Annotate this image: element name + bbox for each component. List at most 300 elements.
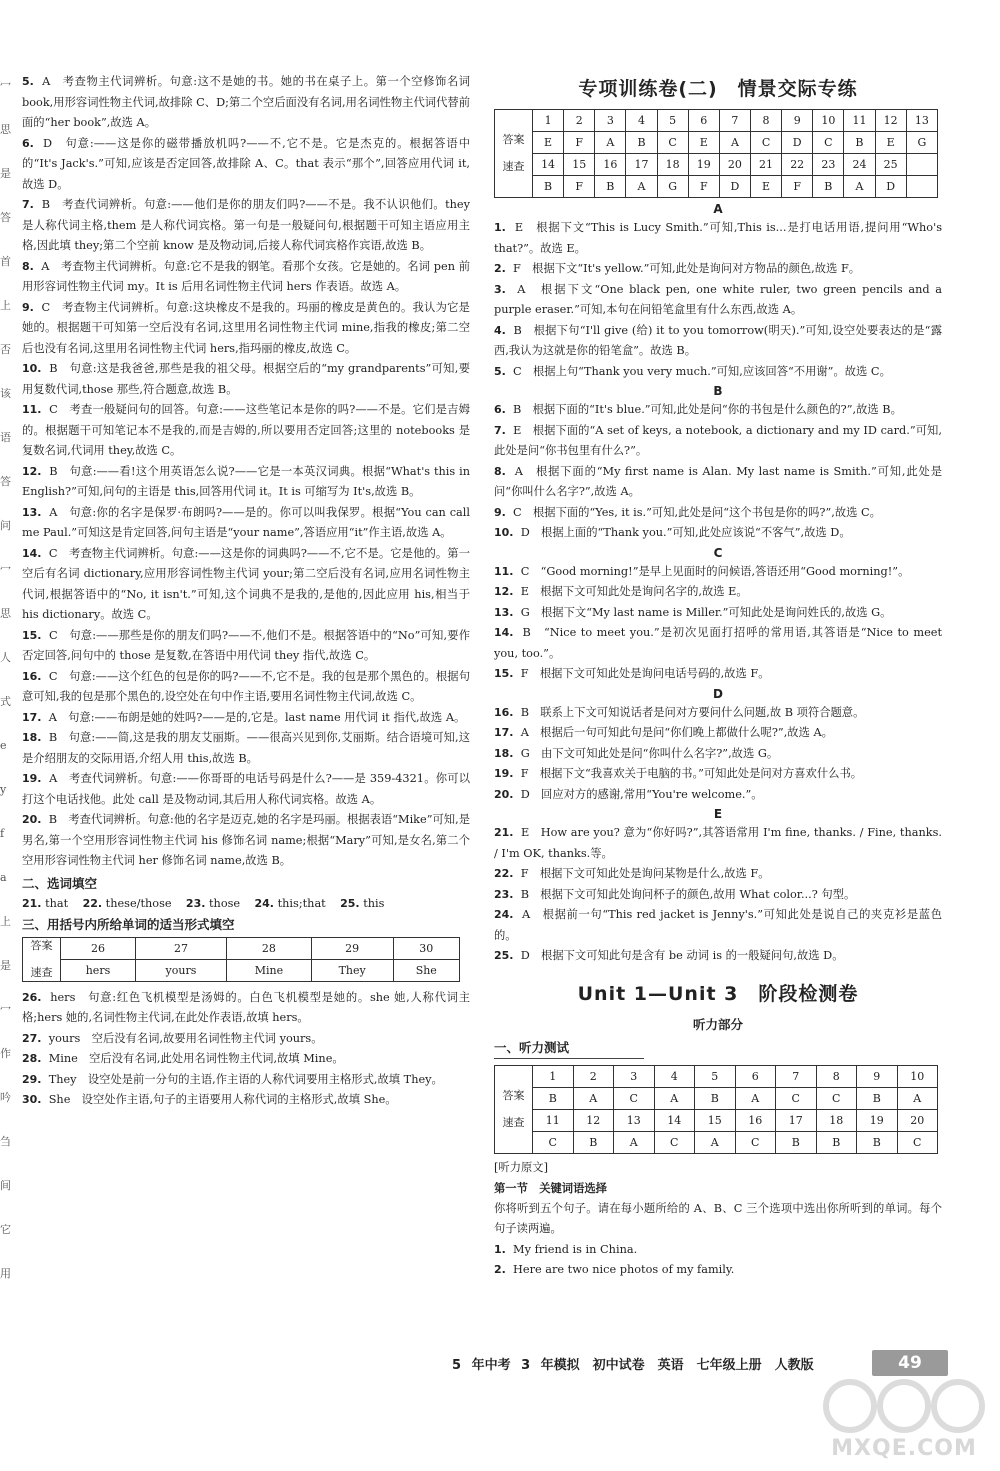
item-explanation: They 设空处是前一分句的主语,作主语的人称代词要用主格形式,故填 They。	[48, 1072, 443, 1086]
answer-entry	[22, 708, 470, 729]
table-cell: 3	[595, 110, 626, 132]
watermark-text: MXQE.COM	[831, 1436, 977, 1461]
situational-entry	[494, 723, 942, 744]
item-explanation: B 句意:这是我爸爸,那些是我的祖父母。根据空后的“my grandparents”可知,要用复数代词,those 那些,符合题意,故选 B。	[22, 362, 470, 396]
item-explanation: A 根据后一句可知此句是问“你们晚上都做什么呢?”,故选 A。	[520, 726, 833, 739]
situational-entry	[494, 523, 942, 544]
item-number: 7.	[22, 198, 34, 211]
item-explanation: C 句意:——那些是你的朋友们吗?——不,他们不是。根据答语中的“No”可知,要作否定回答,问句中的 those 是复数,在答语中用代词 they 指代,故选 C。	[22, 628, 470, 662]
item-number: 20.	[494, 787, 514, 801]
table-cell: 24	[844, 154, 875, 176]
margin-char: 答	[0, 475, 11, 488]
section2-answers	[22, 894, 470, 913]
fill-answer: these/those	[105, 896, 172, 910]
item-number: 5.	[494, 364, 506, 378]
table-cell: B	[573, 1131, 614, 1153]
table-cell: 6	[735, 1065, 776, 1087]
table-cell: 8	[816, 1065, 857, 1087]
listening-section-title: 一、听力测试	[494, 1038, 644, 1059]
situational-entry	[494, 259, 942, 280]
group-letter: D	[713, 686, 723, 701]
item-explanation: B “Nice to meet you.”是初次见面打招呼的常用语,其答语是“Nice to meet you, too.”。	[494, 626, 942, 660]
margin-char: 思	[0, 123, 11, 136]
listening-answer-table	[494, 1065, 938, 1154]
table-cell: A	[735, 1087, 776, 1109]
table-cell: 14	[654, 1109, 695, 1131]
margin-char: 作	[0, 1047, 11, 1060]
situational-entry	[494, 785, 942, 806]
table-cell: 12	[573, 1109, 614, 1131]
item-number: 29.	[22, 1072, 42, 1086]
item-number: 26.	[22, 990, 42, 1004]
table-cell: 8	[750, 110, 781, 132]
left-column	[22, 72, 470, 1342]
table-cell: A	[844, 176, 875, 198]
margin-char: 思	[0, 607, 11, 620]
table-cell: 15	[695, 1109, 736, 1131]
item-number: 28.	[22, 1052, 42, 1065]
listening-part-title: 听力部分	[692, 1016, 743, 1032]
situational-entry	[494, 462, 942, 503]
fill-number: 21.	[22, 896, 42, 910]
item-number: 15.	[494, 667, 514, 680]
fill-answer: those	[209, 896, 241, 910]
item-number: 18.	[494, 746, 514, 760]
table-cell: D	[875, 176, 906, 198]
table-cell: B	[533, 176, 564, 198]
answer-entry	[22, 400, 470, 462]
margin-char: 式	[0, 695, 11, 708]
row-label-cell	[23, 937, 61, 981]
part1-instruction: 你将听到五个句子。请在每小题所给的 A、B、C 三个选项中选出你所听到的单词。每个句子读两遍。	[494, 1201, 942, 1235]
item-explanation: C 句意:——这个红色的包是你的吗?——不,它不是。我的包是那个黑色的。根据句意可知,我的包是那个黑色的,设空处在句中作主语,要用名词性物主代词,故选 C。	[22, 669, 470, 703]
item-explanation: D 根据下文可知此句是含有 be 动词 is 的一般疑问句,故选 D。	[520, 949, 844, 962]
fill-answer: this	[363, 896, 385, 910]
margin-char: 冖	[0, 1003, 11, 1016]
situational-entry	[494, 664, 942, 685]
table-cell: She	[393, 959, 459, 981]
item-explanation: A 考查物主代词辨析。句意:这不是她的书。她的书在桌子上。第一个空修饰名词 book,用形容词性物主代词,故排除 C、D;第二个空后面没有名词,用名词性物主代词代替前面的“her book”,故选 A。	[22, 75, 470, 129]
table-row	[495, 154, 938, 176]
item-explanation: Here are two nice photos of my family.	[513, 1263, 735, 1276]
answer-entry	[22, 626, 470, 667]
item-explanation: yours 空后没有名词,故要用名词性物主代词 yours。	[48, 1031, 323, 1045]
situational-entry	[494, 946, 942, 967]
item-number: 15.	[22, 628, 42, 642]
site-watermark	[820, 1376, 988, 1466]
item-number: 17.	[494, 726, 514, 739]
item-explanation: My friend is in China.	[513, 1242, 638, 1256]
table-row	[495, 1087, 938, 1109]
table-cell: A	[695, 1131, 736, 1153]
situational-entry	[494, 421, 942, 462]
fill-number: 24.	[254, 896, 274, 910]
item-explanation: A 句意:——布朗是她的姓吗?——是的,它是。last name 用代词 it 指代,故选 A。	[48, 710, 466, 724]
table-cell: 18	[816, 1109, 857, 1131]
table-cell: 10	[897, 1065, 938, 1087]
situational-entry	[494, 864, 942, 885]
situational-entry	[494, 582, 942, 603]
row-label-cell	[495, 110, 533, 198]
item-number: 3.	[494, 282, 506, 296]
special-training-title: 专项训练卷(二) 情景交际专练	[578, 78, 858, 100]
table-cell: 20	[897, 1109, 938, 1131]
table-cell: B	[695, 1087, 736, 1109]
item-number: 18.	[22, 731, 42, 744]
table-cell: C	[654, 1131, 695, 1153]
table-cell: Mine	[226, 959, 311, 981]
item-number: 8.	[494, 464, 506, 478]
label-top: 答案	[502, 1088, 525, 1102]
table-cell: B	[857, 1087, 898, 1109]
item-explanation: C 考查物主代词辨析。句意:这块橡皮不是我的。玛丽的橡皮是黄色的。我认为它是她的。根据题干可知第一空后没有名词,这里用名词性物主代词 mine,指我的橡皮;第二空后也没有名词,这里用名词性物主代词 hers,指玛丽的橡皮,故选 C。	[22, 300, 470, 355]
group-letter: B	[713, 384, 723, 398]
table-cell: 4	[654, 1065, 695, 1087]
margin-char: 是	[0, 959, 11, 972]
table-cell: 20	[719, 154, 750, 176]
section3-answer-table	[22, 937, 460, 982]
margin-char: 用	[0, 1267, 11, 1280]
table-cell: 4	[626, 110, 657, 132]
item-explanation: A 根据前一句“This red jacket is Jenny's.”可知此处是说自己的夹克衫是蓝色的。	[494, 908, 942, 942]
table-cell: G	[657, 176, 688, 198]
item-number: 14.	[22, 546, 42, 560]
table-row	[495, 110, 938, 132]
table-cell: 23	[813, 154, 844, 176]
margin-char: 冖	[0, 79, 11, 92]
table-cell: A	[897, 1087, 938, 1109]
table-cell: B	[776, 1131, 817, 1153]
answer-entry	[22, 503, 470, 544]
left-entries-list	[22, 72, 470, 872]
item-number: 4.	[494, 323, 506, 337]
table-cell: F	[688, 176, 719, 198]
item-number: 19.	[494, 767, 514, 780]
fill-explanation-entry	[22, 1049, 470, 1070]
table-cell: D	[719, 176, 750, 198]
item-explanation: B 根据下句“I'll give (给) it to you tomorrow(明天).”可知,设空处要表达的是“露西,我认为这就是你的铅笔盒”。故选 B。	[494, 323, 942, 357]
item-explanation: C “Good morning!”是早上见面时的问候语,答语还用“Good morning!”。	[520, 564, 910, 578]
table-row	[23, 937, 460, 959]
row-label-cell	[495, 1065, 533, 1153]
answer-entry	[22, 769, 470, 810]
item-number: 13.	[494, 605, 514, 619]
table-row	[495, 132, 938, 154]
margin-char: 否	[0, 343, 11, 356]
item-number: 13.	[22, 505, 42, 519]
item-explanation: hers 句意:红色飞机模型是汤姆的。白色飞机模型是她的。she 她,人称代词主格;hers 她的,名词性物主代词,在此处作表语,故填 hers。	[22, 990, 470, 1024]
group-letter: A	[713, 202, 723, 216]
situational-entry	[494, 744, 942, 765]
item-explanation: A 根据下面的“My first name is Alan. My last name is Smith.”可知,此处是问“你叫什么名字?”,故选 A。	[494, 464, 942, 498]
table-cell: F	[564, 132, 595, 154]
item-number: 6.	[494, 403, 506, 416]
table-cell: B	[844, 132, 875, 154]
table-cell: 12	[875, 110, 906, 132]
situational-entry	[494, 764, 942, 785]
table-cell: F	[564, 176, 595, 198]
table-cell: E	[875, 132, 906, 154]
group-letter: E	[713, 807, 723, 821]
table-row	[495, 1109, 938, 1131]
item-explanation: D 根据上面的“Thank you.”可知,此处应该说“不客气”,故选 D。	[520, 526, 851, 539]
item-explanation: F 根据下文可知此处是询问某物是什么,故选 F。	[520, 867, 770, 880]
table-cell: 30	[393, 937, 459, 959]
table-cell: C	[776, 1087, 817, 1109]
watermark-logo-icon	[820, 1376, 988, 1436]
item-number: 1.	[494, 221, 506, 234]
margin-char: 问	[0, 519, 11, 532]
item-number: 9.	[494, 505, 506, 519]
situational-entry	[494, 623, 942, 664]
item-number: 22.	[494, 867, 514, 880]
fill-answer: this;that	[277, 896, 326, 910]
fill-number: 23.	[185, 896, 206, 910]
table-cell: 11	[844, 110, 875, 132]
section3-explanations	[22, 988, 470, 1111]
item-number: 19.	[22, 772, 42, 785]
table-cell: 27	[135, 937, 226, 959]
item-number: 16.	[22, 669, 42, 683]
table-cell: 1	[533, 1065, 574, 1087]
table-cell: 17	[626, 154, 657, 176]
item-number: 11.	[494, 564, 514, 578]
part1-title: 第一节 关键词语选择	[494, 1181, 607, 1195]
label-bottom: 速查	[30, 965, 53, 979]
table-cell: 7	[776, 1065, 817, 1087]
item-number: 12.	[494, 585, 514, 598]
binding-margin-text	[0, 80, 14, 1330]
margin-char: 答	[0, 211, 11, 224]
table-cell: 10	[813, 110, 844, 132]
table-cell: 25	[875, 154, 906, 176]
table-cell: 19	[857, 1109, 898, 1131]
answer-entry	[22, 134, 470, 196]
answer-entry	[22, 195, 470, 257]
unit-test-title: Unit 1—Unit 3 阶段检测卷	[577, 982, 859, 1005]
table-cell	[906, 176, 937, 198]
item-number: 7.	[494, 423, 506, 437]
table-cell: 26	[61, 937, 136, 959]
situational-entry	[494, 503, 942, 524]
item-number: 21.	[494, 826, 514, 839]
table-cell: B	[857, 1131, 898, 1153]
item-number: 5.	[22, 75, 34, 88]
table-row	[495, 176, 938, 198]
item-number: 17.	[22, 710, 42, 724]
fill-explanation-entry	[22, 1070, 470, 1091]
fill-number: 22.	[82, 896, 103, 910]
transcript-sentences	[494, 1240, 942, 1281]
table-cell: 13	[906, 110, 937, 132]
margin-char: 人	[0, 651, 11, 664]
situational-entry	[494, 400, 942, 421]
table-cell: 18	[657, 154, 688, 176]
item-explanation: B 考查代词辨析。句意:——他们是你的朋友们吗?——不是。我不认识他们。they 是人称代词主格,them 是人称代词宾格。第一句是一般疑问句,根据题干可知主语应用主格,因此填 they;第二个空前 know 是及物动词,后接人称代词宾格作宾语,故选 B。	[22, 198, 470, 252]
situational-entry	[494, 885, 942, 906]
item-explanation: B 根据下文可知此处询问杯子的颜色,故用 What color...? 句型。	[520, 887, 856, 901]
item-number: 14.	[494, 626, 514, 639]
item-number: 24.	[494, 908, 514, 921]
table-cell: 9	[782, 110, 813, 132]
item-number: 10.	[22, 362, 42, 375]
item-number: 11.	[22, 403, 42, 416]
transcript-label: [听力原文]	[494, 1160, 549, 1174]
label-top: 答案	[502, 133, 525, 146]
table-cell: 19	[688, 154, 719, 176]
item-explanation: E 根据下文可知此处是询问名字的,故选 E。	[520, 585, 748, 598]
item-explanation: B 联系上下文可知说话者是问对方要问什么问题,故 B 项符合题意。	[520, 705, 865, 719]
footer-book-title: 5 年中考 3 年模拟 初中试卷 英语 七年级上册 人教版	[452, 1358, 814, 1373]
item-explanation: A 考查代词辨析。句意:——你哥哥的电话号码是什么?——是 359-4321。你可以打这个电话找他。此处 call 是及物动词,其后用人称代词宾格。故选 A。	[22, 772, 470, 806]
item-explanation: C 根据下面的“Yes, it is.”可知,此处是问“这个书包是你的吗?”,故选 C。	[513, 505, 881, 519]
item-number: 2.	[494, 1263, 506, 1276]
table-cell: 7	[719, 110, 750, 132]
answer-entry	[22, 298, 470, 360]
fill-explanation-entry	[22, 1090, 470, 1111]
table-cell: 14	[533, 154, 564, 176]
table-cell: A	[573, 1087, 614, 1109]
table-cell: 5	[695, 1065, 736, 1087]
margin-char: a	[0, 871, 7, 884]
item-explanation: B 句意:——看!这个用英语怎么说?——它是一本英汉词典。根据“What's this in English?”可知,问句的主语是 this,回答用代词 it。It is 可缩写为 It's,故选 B。	[22, 464, 470, 498]
margin-char: 是	[0, 167, 11, 180]
margin-char: 上	[0, 299, 11, 312]
answer-entry	[22, 257, 470, 298]
table-cell: C	[614, 1087, 655, 1109]
section3-title: 三、用括号内所给单词的适当形式填空	[22, 916, 235, 932]
situational-entry	[494, 703, 942, 724]
item-explanation: B 考查代词辨析。句意:他的名字是迈克,她的名字是玛丽。根据表语“Mike”可知,是男名,第一个空用形容词性物主代词 his 修饰名词 name;根据“Mary”可知,是女名,第二个空用形容词性物主代词 her 修饰名词 name,故选 B。	[22, 813, 470, 867]
table-cell: E	[750, 176, 781, 198]
table-cell: 1	[533, 110, 564, 132]
margin-char: 它	[0, 1223, 11, 1236]
item-explanation: B 根据下面的“It's blue.”可知,此处是问“你的书包是什么颜色的?”,故选 B。	[513, 403, 902, 416]
group-letter: C	[713, 545, 723, 560]
label-bottom: 速查	[502, 1115, 525, 1129]
table-cell: 3	[614, 1065, 655, 1087]
table-cell: 16	[735, 1109, 776, 1131]
item-explanation: E How are you? 意为“你好吗?”,其答语常用 I'm fine, thanks. / Fine, thanks. / I'm OK, thanks.等。	[494, 826, 942, 860]
item-number: 27.	[22, 1031, 42, 1045]
situational-entry	[494, 603, 942, 624]
item-number: 10.	[494, 526, 514, 539]
item-number: 12.	[22, 464, 42, 478]
margin-char: f	[0, 827, 5, 840]
table-cell: B	[816, 1131, 857, 1153]
table-cell: D	[782, 132, 813, 154]
item-number: 2.	[494, 262, 506, 275]
margin-char: y	[0, 783, 7, 796]
situational-entry	[494, 362, 942, 383]
table-cell: 28	[226, 937, 311, 959]
item-explanation: A 句意:你的名字是保罗·布朗吗?——是的。你可以叫我保罗。根据“You can call me Paul.”可知这是肯定回答,问句主语是“your name”,答语应用“it”作主语,故选 A。	[22, 505, 470, 539]
table-row	[495, 1065, 938, 1087]
section2-title: 二、选词填空	[22, 875, 98, 891]
answer-entry	[22, 544, 470, 626]
situational-entry	[494, 823, 942, 864]
fill-number: 25.	[340, 896, 360, 910]
right-column	[494, 72, 942, 1342]
margin-char: 间	[0, 1179, 11, 1192]
table-cell: C	[533, 1131, 574, 1153]
answer-entry	[22, 810, 470, 872]
table-cell: B	[626, 132, 657, 154]
item-explanation: E 根据下文“This is Lucy Smith.”可知,This is...是打电话用语,提问用“Who's that?”。故选 E。	[494, 221, 942, 255]
item-number: 6.	[22, 136, 34, 150]
table-cell: B	[595, 176, 626, 198]
item-explanation: B 句意:——简,这是我的朋友艾丽斯。——很高兴见到你,艾丽斯。结合语境可知,这是介绍朋友的交际用语,介绍人用 this,故选 B。	[22, 731, 470, 765]
item-explanation: F 根据下文可知此处是询问电话号码的,故选 F。	[520, 667, 770, 680]
table-cell: 29	[311, 937, 393, 959]
item-explanation: A 考查物主代词辨析。句意:它不是我的钢笔。看那个女孩。它是她的。名词 pen 前用形容词性物主代词 my。It is 后用名词性物主代词 hers 作表语。故选 A。	[22, 259, 470, 293]
table-cell: C	[735, 1131, 776, 1153]
item-explanation: C 考查一般疑问句的回答。句意:——这些笔记本是你的吗?——不是。它们是吉姆的。根据题干可知笔记本不是我的,而是吉姆的,所以要用否定回答;这里的 notebooks 是复数名词,代词用 they,故选 C。	[22, 403, 470, 457]
item-number: 1.	[494, 1242, 506, 1256]
page-footer	[452, 1350, 952, 1374]
label-bottom: 速查	[502, 160, 525, 173]
table-cell: 21	[750, 154, 781, 176]
table-cell: 15	[564, 154, 595, 176]
fill-explanation-entry	[22, 1029, 470, 1050]
table-cell: C	[897, 1131, 938, 1153]
table-cell: C	[813, 132, 844, 154]
table-cell: C	[657, 132, 688, 154]
item-explanation: Mine 空后没有名词,此处用名词性物主代词,故填 Mine。	[48, 1052, 344, 1065]
item-explanation: F 根据下文“我喜欢关于电脑的书。”可知此处是问对方喜欢什么书。	[520, 767, 863, 780]
item-number: 20.	[22, 813, 42, 826]
situational-answer-table	[494, 109, 938, 198]
table-cell: A	[719, 132, 750, 154]
item-explanation: G 根据下文“My last name is Miller.”可知此处是询问姓氏的,故选 G。	[520, 605, 892, 619]
table-cell: 2	[573, 1065, 614, 1087]
margin-char: 吟	[0, 1091, 11, 1104]
answer-entry	[22, 728, 470, 769]
margin-char: 首	[0, 255, 11, 268]
fill-answer: that	[45, 896, 69, 910]
situational-groups	[494, 200, 942, 967]
item-explanation: E 根据下面的“A set of keys, a notebook, a dictionary and my ID card.”可知,此处是问“你书包里有什么?”。	[494, 423, 942, 457]
table-cell: E	[533, 132, 564, 154]
margin-char: 该	[0, 387, 11, 400]
table-row	[495, 1131, 938, 1153]
table-cell: A	[626, 176, 657, 198]
margin-char: 冖	[0, 563, 11, 576]
item-number: 25.	[494, 949, 514, 962]
table-cell: E	[688, 132, 719, 154]
fill-explanation-entry	[22, 988, 470, 1029]
margin-char: 语	[0, 431, 11, 444]
item-number: 8.	[22, 259, 34, 273]
item-number: 16.	[494, 705, 514, 719]
table-cell: B	[813, 176, 844, 198]
item-explanation: C 根据上句“Thank you very much.”可知,应该回答“不用谢”。故选 C。	[513, 364, 891, 378]
table-cell: yours	[135, 959, 226, 981]
item-explanation: D 回应对方的感谢,常用“You're welcome.”。	[520, 787, 763, 801]
table-cell: C	[816, 1087, 857, 1109]
item-explanation: F 根据下文“It's yellow.”可知,此处是询问对方物品的颜色,故选 F。	[513, 262, 861, 275]
transcript-sentence	[494, 1240, 942, 1261]
item-explanation: G 由下文可知此处是问“你叫什么名字?”,故选 G。	[520, 746, 779, 760]
situational-entry	[494, 280, 942, 321]
table-cell: 11	[533, 1109, 574, 1131]
table-cell: hers	[61, 959, 136, 981]
situational-entry	[494, 905, 942, 946]
table-cell: 17	[776, 1109, 817, 1131]
table-cell: 5	[657, 110, 688, 132]
page-number: 49	[872, 1350, 948, 1376]
margin-char: 刍	[0, 1135, 11, 1148]
